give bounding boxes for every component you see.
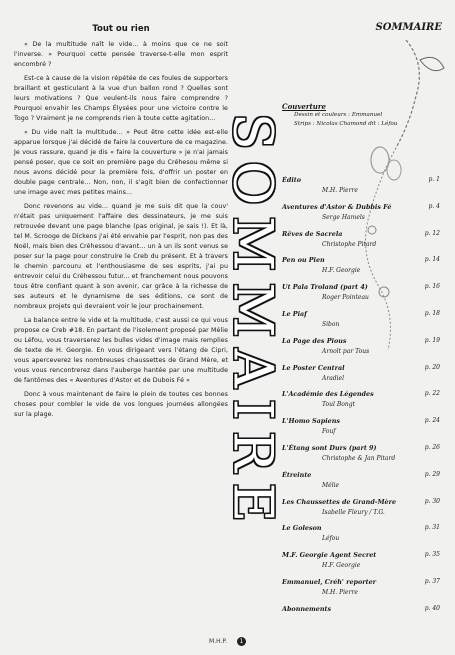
page-number-badge: 1 <box>237 637 246 646</box>
toc-author: Serge Hamels <box>322 213 365 221</box>
toc-entry[interactable] <box>282 390 448 417</box>
toc-title: Pen ou Pien <box>282 256 325 265</box>
toc-author: M.H. Pierre <box>322 588 358 596</box>
toc-entry[interactable] <box>282 364 448 391</box>
toc-title: M.F. Georgie Agent Secret <box>282 551 377 560</box>
toc-author: Mélie <box>322 481 340 489</box>
toc-title: Le Poster Central <box>282 363 345 372</box>
toc-page: p. 1 <box>428 176 440 183</box>
toc-entry[interactable] <box>282 444 448 471</box>
toc-title: L'Homo Sapiens <box>282 417 340 426</box>
editorial-paragraph: Donc à vous maintenant de faire le plein de toutes ces bonnes choses pour combler le vide de vos longues journées allongées sur la plage. <box>14 391 228 418</box>
cover-credit-line: Strips : Nicolas Chamond dit : Léfou <box>294 121 398 127</box>
toc-page: p. 31 <box>424 524 440 532</box>
toc-page: p. 37 <box>424 577 440 585</box>
toc-author: Léfou <box>322 535 340 543</box>
toc-entry[interactable] <box>282 524 448 551</box>
toc-title: Édito <box>282 176 301 184</box>
toc-page: p. 18 <box>424 309 440 317</box>
page-footer <box>0 637 455 646</box>
toc-entry[interactable] <box>282 230 448 257</box>
toc-entry[interactable] <box>282 203 448 230</box>
toc-author: Fouf <box>322 428 336 436</box>
toc-page: p. 29 <box>424 470 440 478</box>
toc-title: Le Goleson <box>282 524 322 533</box>
toc-author: M.H. Pierre <box>322 187 358 194</box>
toc-page: p. 35 <box>424 551 440 559</box>
editorial-paragraph: La balance entre le vide et la multitude, c'est aussi ce qui vous propose ce Creb #18. En partant de l'isolement proposé par Mélie ou Léfou, vous traverserez les bulles vides d'image mais remplies de texte de H. Georgie. En vous dirigeant vers l'étang de Cipri, vous aperceverez les nombreuses chaussettes de Grand Mère, et vous vous rencontrerez dans l'auberge hantée par une multitude de fantômes des « Aventures d'Astor et de Dubois Fé » <box>14 317 228 384</box>
toc-list <box>282 176 448 632</box>
toc-author: Arnolt par Tous <box>322 347 370 355</box>
table-of-contents-column <box>282 22 448 33</box>
toc-title: Le Piaf <box>282 309 307 318</box>
toc-page: p. 22 <box>424 390 440 398</box>
toc-author: Christophe Pitard <box>322 240 377 248</box>
cover-credits <box>282 102 448 129</box>
toc-author: Isabelle Fleury / T.G. <box>322 508 385 516</box>
vertical-sommaire-title <box>221 18 285 628</box>
toc-title: Les Chaussettes de Grand-Mère <box>282 497 397 506</box>
editorial-paragraph: « Du vide naît la multitude... » Peut être cette idée est-elle apparue lorsque j'ai décidé de faire la couverture de ce magazine. Je vous rassure, quand je dis « faire la couverture » je n'ai jamais pensé poser, que ce soit en première page du Créhesou même si nous avons décidé pour la première fois, d'offrir un poster en double page centrale... Non, non, il s'agit bien de confectionner une image avec mes petites mains... <box>14 129 228 196</box>
toc-entry[interactable] <box>282 605 448 632</box>
toc-entry[interactable] <box>282 417 448 444</box>
editorial-paragraph: « De la multitude naît le vide... à moins que ce ne soit l'inverse. » Pourquoi cette pensée traverse-t-elle mon esprit encombré ? <box>14 41 228 68</box>
toc-page: p. 40 <box>424 604 440 612</box>
toc-author: Roger Pointeau <box>322 294 369 302</box>
toc-page: p. 14 <box>424 256 440 264</box>
toc-entry[interactable] <box>282 578 448 605</box>
sommaire-header: SOMMAIRE <box>375 22 442 33</box>
toc-title: La Page des Pious <box>282 336 347 345</box>
toc-page: p. 12 <box>424 229 440 237</box>
toc-title: Étreinte <box>282 470 312 479</box>
toc-entry[interactable] <box>282 176 448 203</box>
editorial-column <box>14 24 228 424</box>
toc-page: p. 30 <box>424 497 440 505</box>
toc-page: p. 19 <box>424 336 440 344</box>
toc-author: H.F. Georgie <box>322 267 361 275</box>
toc-title: L'Académie des Légendes <box>282 390 374 399</box>
toc-entry[interactable] <box>282 498 448 525</box>
cover-credit-line: Dessin et couleurs : Emmanuel <box>294 112 383 118</box>
toc-page: p. 20 <box>424 363 440 371</box>
toc-entry[interactable] <box>282 283 448 310</box>
vertical-title-text: SOMMAIRE <box>221 112 285 534</box>
toc-page: p. 16 <box>424 283 440 291</box>
toc-title: Abonnements <box>282 604 332 613</box>
editorial-title: Tout ou rien <box>92 24 150 34</box>
toc-page: p. 26 <box>424 443 440 451</box>
editorial-paragraph: Est-ce à cause de la vision répétée de ces foules de supporters braillant et gesticulant à la vue d'un ballon rond ? Quelles sont leurs motivations ? Que veulent-ils nous faire comprendre ? Pourquoi envahir les Champs Élysées pour une victoire contre le Togo ? Vraiment je ne comprends rien à toute cette agitation... <box>14 75 228 122</box>
toc-entry[interactable] <box>282 337 448 364</box>
toc-title: Ut Pala Troland (part 4) <box>282 283 368 292</box>
toc-title: Emmanuel, Créh' reporter <box>282 577 377 586</box>
toc-page: p. 24 <box>424 417 440 425</box>
toc-title: L'Étang sont Durs (part 9) <box>282 443 377 452</box>
toc-author: H.F. Georgie <box>322 562 361 570</box>
toc-entry[interactable] <box>282 310 448 337</box>
toc-author: Sibon <box>322 320 340 328</box>
toc-title: Aventures d'Astor & Dubbis Fé <box>282 202 392 211</box>
toc-entry[interactable] <box>282 256 448 283</box>
footer-label: M.H.P. <box>209 638 228 645</box>
toc-page: p. 4 <box>428 202 440 210</box>
editorial-paragraph: Donc revenons au vide... quand je me suis dit que la couv' n'était pas uniquement l'affaire des dessinateurs, je me suis retrouvée devant une page blanche (pas original, je sais !). Et là, tel M. Scrooge de Dickens j'ai été envahie par l'esprit, non pas des Noël, mais bien des Créhessou d'avant... un à un ils sont venus se poser sur la page pour construire le Creb du présent. Et à travers le chemin parcouru et l'enthousiasme de ses esprits, j'ai pu entrevoir celui du Créhessou futur... et franchement nous pouvons tous être confiant quant à son avenir, car grâce à la richesse de ses auteurs et le dynamisme de ses éditions, ce sont de nombreux projets qui devraient voir le jour prochainement. <box>14 203 228 310</box>
cover-title: Couverture <box>282 102 327 111</box>
toc-entry[interactable] <box>282 551 448 578</box>
toc-title: Rêves de Sacrela <box>282 229 343 238</box>
toc-author: Christophe & Jan Pitard <box>322 454 396 462</box>
toc-entry[interactable] <box>282 471 448 498</box>
toc-author: Aradiel <box>322 374 345 382</box>
toc-author: Toul Bongt <box>322 401 355 409</box>
